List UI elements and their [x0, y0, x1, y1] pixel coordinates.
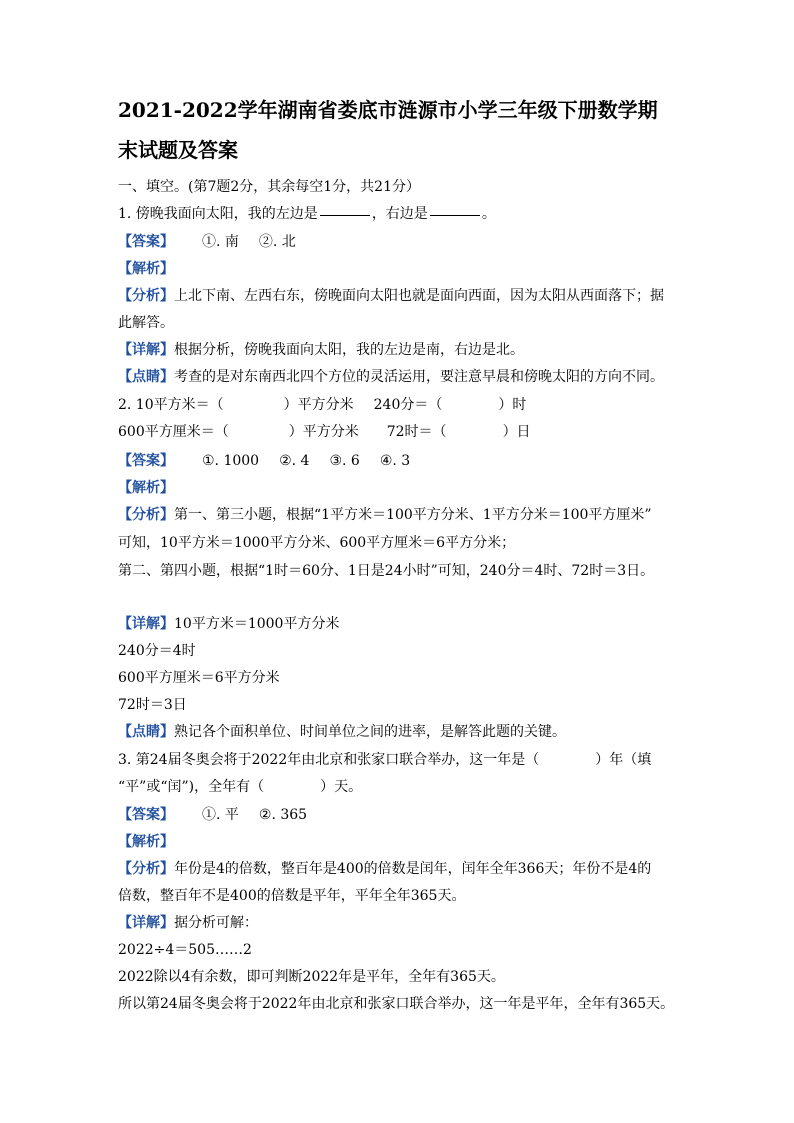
q2-xiangjie-4: 72时＝3日	[118, 697, 187, 713]
xiangjie-tag: 【详解】	[118, 915, 174, 931]
q1-blank-2	[430, 214, 480, 216]
q3-stem1-b: ）年（填	[595, 752, 652, 768]
q1-fenxi-2: 此解答。	[118, 315, 174, 331]
q3-xiangjie-2: 2022÷4＝505……2	[118, 942, 252, 958]
q3-fenxi-1	[118, 859, 688, 879]
q2-xiangjie-2: 240分＝4时	[118, 643, 196, 659]
fenxi-tag: 【分析】	[118, 288, 174, 304]
q2-answer-3: ③. 6	[329, 453, 360, 469]
q3-fenxi-2: 倍数，整百年不是400的倍数是平年，平年全年365天。	[118, 888, 466, 904]
fenxi-tag: 【分析】	[118, 861, 174, 877]
xiangjie-tag: 【详解】	[118, 342, 174, 358]
q2-xiangjie-3: 600平方厘米＝6平方分米	[118, 670, 280, 686]
q3-xiangjie-3: 2022除以4有余数，即可判断2022年是平年，全年有365天。	[118, 969, 505, 985]
fenxi-tag: 【分析】	[118, 507, 174, 523]
q2-fenxi-text-1: 第一、第三小题，根据“1平方米＝100平方分米、1平方分米＝100平方厘米”	[174, 507, 652, 523]
q3-stem1-a: 3. 第24届冬奥会将于2022年由北京和张家口联合举办，这一年是（	[118, 752, 540, 768]
q3-stem2-b: ）天。	[320, 779, 363, 795]
q3-stem-1	[118, 750, 688, 770]
q1-dianjing	[118, 367, 688, 387]
q1-xiangjie-text: 根据分析，傍晚我面向太阳，我的左边是南，右边是北。	[174, 342, 524, 358]
analysis-tag: 【解析】	[118, 261, 174, 277]
q3-fenxi-text-1: 年份是4的倍数，整百年是400的倍数是闰年，闰年全年366天；年份不是4的	[174, 861, 652, 877]
q1-answer-2: ②. 北	[258, 234, 296, 250]
q2-dianjing	[118, 722, 688, 742]
q1-analysis-tag	[118, 259, 688, 279]
q2-answer-4: ④. 3	[379, 453, 411, 469]
q2-answer	[118, 451, 688, 471]
q2-xiangjie-text-1: 10平方米＝1000平方分米	[174, 616, 340, 632]
answer-tag: 【答案】	[118, 453, 174, 469]
document-title	[118, 90, 688, 170]
q1-stem-b: ，右边是	[371, 206, 428, 222]
q2-dianjing-text: 熟记各个面积单位、时间单位之间的进率，是解答此题的关键。	[174, 724, 566, 740]
q3-xiangjie-1	[118, 913, 688, 933]
q2-fenxi-1	[118, 505, 688, 525]
q3-answer-2: ②. 365	[258, 807, 308, 823]
q2-stem1-c: 240分＝（	[373, 397, 443, 413]
q1-stem-c: 。	[481, 206, 496, 222]
q2-stem2-b: ）平方分米	[288, 424, 359, 440]
title-line-1: 2021-2022学年湖南省娄底市涟源市小学三年级下册数学期	[118, 98, 658, 122]
q1-answer-1: ①. 南	[202, 234, 239, 250]
answer-tag: 【答案】	[118, 807, 174, 823]
title-line-2: 末试题及答案	[118, 138, 238, 162]
q1-fenxi-1	[118, 286, 688, 306]
q3-stem-2	[118, 777, 688, 797]
q2-stem1-b: ）平方分米	[283, 397, 354, 413]
q2-xiangjie-1	[118, 614, 688, 634]
q1-blank-1	[320, 214, 370, 216]
analysis-tag: 【解析】	[118, 834, 174, 850]
dianjing-tag: 【点睛】	[118, 724, 174, 740]
q3-stem2-a: “平”或“闰”)，全年有（	[118, 779, 265, 795]
q2-fenxi-3: 第二、第四小题，根据“1时＝60分、1日是24小时”可知，240分＝4时、72时＝3日。	[118, 563, 655, 579]
q2-answer-2: ②. 4	[279, 453, 310, 469]
q3-answer	[118, 805, 688, 825]
q2-stem-1	[118, 395, 688, 415]
analysis-tag: 【解析】	[118, 480, 174, 496]
dianjing-tag: 【点睛】	[118, 369, 174, 385]
section-heading: 一、填空。(第7题2分，其余每空1分，共21分）	[118, 179, 420, 195]
q3-xiangjie-4: 所以第24届冬奥会将于2022年由北京和张家口联合举办，这一年是平年，全年有365天。	[118, 996, 675, 1012]
q3-xiangjie-text-1: 据分析可解：	[174, 915, 258, 931]
q3-answer-1: ①. 平	[202, 807, 239, 823]
xiangjie-tag: 【详解】	[118, 616, 174, 632]
q1-stem-a: 1. 傍晚我面向太阳，我的左边是	[118, 206, 318, 222]
q2-stem1-d: ）时	[498, 397, 527, 413]
q2-stem2-c: 72时＝（	[386, 424, 447, 440]
q2-analysis-tag	[118, 478, 688, 498]
q3-analysis-tag	[118, 832, 688, 852]
q2-fenxi-2: 可知，10平方米＝1000平方分米、600平方厘米＝6平方分米；	[118, 535, 516, 551]
q2-stem2-d: ）日	[502, 424, 531, 440]
q2-stem2-a: 600平方厘米＝（	[118, 424, 229, 440]
q1-stem	[118, 204, 688, 224]
q1-answer	[118, 232, 688, 252]
q1-xiangjie	[118, 340, 688, 360]
q1-dianjing-text: 考查的是对东南西北四个方位的灵活运用，要注意早晨和傍晚太阳的方向不同。	[174, 369, 664, 385]
answer-tag: 【答案】	[118, 234, 174, 250]
q2-stem1-a: 2. 10平方米＝（	[118, 397, 224, 413]
q2-stem-2	[118, 422, 688, 442]
q1-fenxi-text-1: 上北下南、左西右东，傍晚面向太阳也就是面向西面，因为太阳从西面落下；据	[174, 288, 664, 304]
q2-answer-1: ①. 1000	[202, 453, 260, 469]
